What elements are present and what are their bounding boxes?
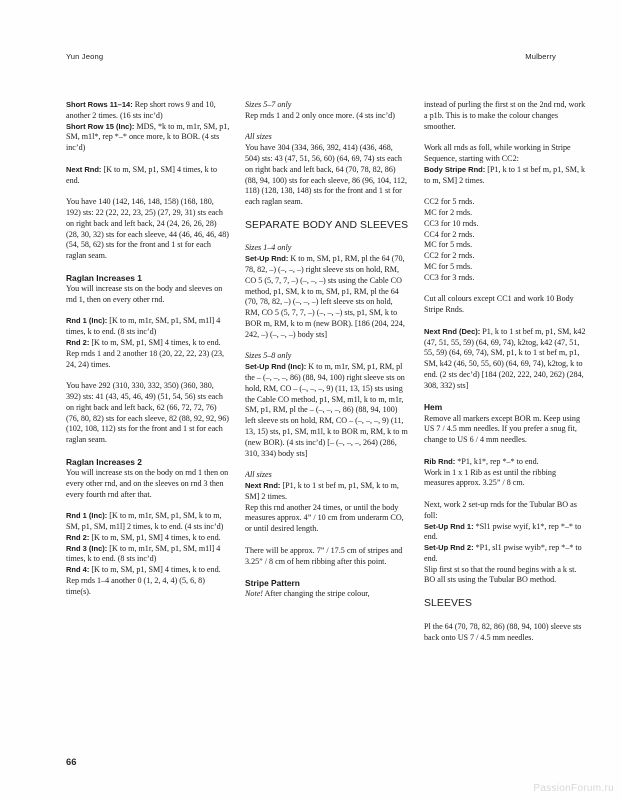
paragraph-spacer [424,489,586,500]
subsection-heading: Raglan Increases 1 [66,272,142,283]
paragraph-spacer [245,459,409,470]
paragraph-spacer [66,500,230,511]
instruction-label: Body Stripe Rnd: [424,164,486,174]
instruction-label: Next Rnd (Dec): [424,326,481,336]
instruction-paragraph: Set-Up Rnd (Inc): K to m, m1r, SM, p1, RM, pl the – (–, –, –, 86) (88, 94, 100) right sleeve sts on hold, RM, CO – (–, –, –, 9) (11, 13, 15) sts using the Cable CO method, p1, SM, m1l, k to m, m1r, SM, p1, RM, pl the – (–, –, –, 86) (88, 94, 100) left sleeve sts on hold, RM, CO – (–, –, –, 9) (11, 13, 15) sts, p1, SM, m1l, k to BOR m, RM, k to m (new BOR). (4 sts inc’d) [– (–, –, –, 264) (286, 310, 334) body sts] [245,362,408,458]
instruction-paragraph: Rnd 1 (Inc): [K to m, m1r, SM, p1, SM, k to m, SM, p1, SM, m1l] 2 times, k to end. (4 sts inc’d) [66,511,224,531]
size-qualifier-heading: All sizes [245,470,272,480]
instruction-paragraph: Next Rnd: [P1, k to 1 st bef m, p1, SM, k to m, SM] 2 times. [245,480,399,501]
subsection-heading: Hem [424,402,443,413]
body-paragraph: Rep rnds 1 and 2 only once more. (4 sts inc’d) [245,110,395,120]
paragraph-spacer [424,446,586,457]
paragraph-spacer [424,392,586,403]
paragraph-spacer [245,122,409,133]
size-qualifier-heading: Sizes 5–8 only [245,351,292,361]
body-paragraph: Work in 1 x 1 Rib as est until the ribbing measures approx. 3.25” / 8 cm. [424,467,556,488]
paragraph-spacer [66,154,230,165]
body-paragraph: Rep this rnd another 24 times, or until the body measures approx. 4” / 10 cm from underarm CO, or until desired length. [245,502,404,534]
note-prefix: Note! [245,589,263,599]
body-paragraph: MC for 2 rnds. [424,207,473,217]
body-paragraph: You will increase sts on the body on rnd 1 then on every other rnd, and on the sleeves on rnd 3 then every fourth rnd after that. [66,467,229,499]
body-paragraph: Note! After changing the stripe colour, [245,589,370,599]
instruction-paragraph: Rnd 1 (Inc): [K to m, m1r, SM, p1, SM, m1l] 4 times, k to end. (8 sts inc’d) [66,316,221,337]
body-paragraph: You have 292 (310, 330, 332, 350) (360, 380, 392) sts: 41 (43, 45, 46, 49) (51, 54, 56) sts each on right back and left back, 62 (66, 72, 72, 76) (76, 80, 82) sts for each sleeve, 82 (88, 92, 92, 96) (102, 108, 112) sts for the front and 1 st for each raglan seam. [66,381,229,445]
body-paragraph: CC3 for 10 rnds. [424,218,479,228]
instruction-paragraph: Set-Up Rnd 2: *P1, sl1 pwise wyib*, rep *–* to end. [424,543,582,563]
paragraph-spacer [424,132,586,143]
subsection-heading: Raglan Increases 2 [66,456,142,467]
instruction-label: Rnd 4: [66,565,90,575]
text-column-3 [424,100,586,740]
instruction-label: Rnd 1 (Inc): [66,316,108,326]
subsection-heading: Stripe Pattern [245,578,300,589]
body-paragraph: Next, work 2 set-up rnds for the Tubular BO as foll: [424,499,577,520]
instruction-label: Set-Up Rnd (Inc): [245,362,307,372]
paragraph-spacer [424,586,586,597]
body-paragraph: MC for 5 rnds. [424,240,473,250]
body-paragraph: MC for 5 rnds. [424,261,473,271]
body-paragraph: You have 140 (142, 146, 148, 158) (168, 180, 192) sts: 22 (22, 22, 23, 25) (27, 29, 31) sts each on right back and left back, 24 (24, 26, 26, 28) (28, 30, 32) sts for each sleeve, 44 (46, 46, 46, 48) (54, 58, 62) sts for the front and 1 st for each raglan seam. [66,197,229,261]
paragraph-spacer [424,611,586,622]
size-qualifier-heading: All sizes [245,132,272,142]
body-paragraph: Slip first st so that the round begins with a k st. BO all sts using the Tubular BO method. [424,564,577,585]
body-paragraph: Rep rnds 1–4 another 0 (1, 2, 4, 4) (5, 6, 8) time(s). [66,575,205,596]
instruction-paragraph: Set-Up Rnd 1: *Sl1 pwise wyif, k1*, rep *–* to end. [424,521,582,542]
body-paragraph: You have 304 (334, 366, 392, 414) (436, 468, 504) sts: 43 (47, 51, 56, 60) (64, 69, 74) sts each on right back and left back, 64 (70, 78, 82, 86) (88, 94, 100) sts for each sleeve, 86 (96, 104, 112, 118) (128, 138, 148) sts for the front and 1 st for each raglan seam. [245,143,407,207]
body-paragraph: Pl the 64 (70, 78, 82, 86) (88, 94, 100) sleeve sts back onto US 7 / 4.5 mm needles. [424,621,582,642]
body-paragraph: CC2 for 2 rnds. [424,251,475,261]
body-paragraph: CC4 for 2 rnds. [424,229,475,239]
size-qualifier-heading: Sizes 5–7 only [245,100,292,109]
body-paragraph: CC2 for 5 rnds. [424,197,475,207]
body-paragraph: Rep rnds 1 and 2 another 18 (20, 22, 22, 23) (23, 24, 24) times. [66,348,225,369]
running-head-title: Mulberry [525,52,556,61]
running-head [66,52,556,64]
paragraph-spacer [245,535,409,546]
instruction-label: Rnd 1 (Inc): [66,511,108,521]
instruction-label: Set-Up Rnd 2: [424,543,474,553]
instruction-paragraph: Next Rnd: [K to m, SM, p1, SM] 4 times, k to end. [66,164,217,185]
paragraph-spacer [66,262,230,273]
paragraph-spacer [424,316,586,327]
text-column-2 [245,100,409,740]
paragraph-spacer [245,208,409,219]
instruction-paragraph: Rnd 3 (Inc): [K to m, m1r, SM, p1, SM, m1l] 4 times, k to end. (8 sts inc’d) [66,543,221,564]
body-paragraph: Cut all colours except CC1 and work 10 Body Stripe Rnds. [424,294,574,315]
instruction-label: Set-Up Rnd: [245,254,289,264]
body-paragraph: instead of purling the first st on the 2nd rnd, work a p1b. This is to make the colour changes smoother. [424,100,586,131]
instruction-paragraph: Rnd 2: [K to m, SM, p1, SM] 4 times, k to end. [66,337,221,347]
instruction-label: Rib Rnd: [424,456,456,466]
instruction-paragraph: Rnd 4: [K to m, SM, p1, SM] 4 times, k to end. [66,565,221,575]
paragraph-spacer [245,233,409,244]
paragraph-spacer [424,186,586,197]
instruction-paragraph: Short Rows 11–14: Rep short rows 9 and 10, another 2 times. (16 sts inc’d) [66,100,216,120]
body-paragraph: Remove all markers except BOR m. Keep using US 7 / 4.5 mm needles. If you prefer a snug fit, change to US 6 / 4 mm needles. [424,413,580,445]
instruction-label: Next Rnd: [245,480,281,490]
paragraph-spacer [66,186,230,197]
instruction-label: Rnd 2: [66,337,90,347]
instruction-label: Rnd 2: [66,532,90,542]
size-qualifier-heading: Sizes 1–4 only [245,243,292,253]
paragraph-spacer [245,567,409,578]
paragraph-spacer [66,446,230,457]
instruction-paragraph: Short Row 15 (Inc): MDS, *k to m, m1r, SM, p1, SM, m1l*, rep *–* once more, k to BOR. (4 sts inc’d) [66,121,230,153]
section-heading: SLEEVES [424,598,473,610]
section-heading: SEPARATE BODY AND SLEEVES [245,219,409,231]
instruction-paragraph: Rnd 2: [K to m, SM, p1, SM] 4 times, k to end. [66,532,221,542]
body-paragraph: There will be approx. 7” / 17.5 cm of stripes and 3.25” / 8 cm of hem ribbing after this point. [245,545,403,566]
paragraph-spacer [66,306,230,317]
instruction-label: Next Rnd: [66,164,102,174]
instruction-label: Short Row 15 (Inc): [66,121,135,131]
paragraph-spacer [245,341,409,352]
column-layout [66,100,586,740]
page-number: 66 [66,756,77,767]
instruction-label: Short Rows 11–14: [66,100,133,109]
running-head-author: Yun Jeong [66,52,104,61]
body-paragraph: You will increase sts on the body and sleeves on rnd 1, then on every other rnd. [66,283,223,304]
paragraph-spacer [424,284,586,295]
paragraph-spacer [66,370,230,381]
instruction-paragraph: Rib Rnd: *P1, k1*, rep *–* to end. [424,456,539,466]
instruction-label: Set-Up Rnd 1: [424,521,474,531]
body-paragraph: CC3 for 3 rnds. [424,272,475,282]
instruction-paragraph: Set-Up Rnd: K to m, SM, p1, RM, pl the 64 (70, 78, 82, –) (–, –, –) right sleeve sts on hold, RM, CO 5 (5, 7, 7, –) (–, –, –) sts using the Cable CO method, p1, SM, k to m, SM, p1, RM, pl the 64 (70, 78, 82, –) (–, –, –) left sleeve sts on hold, RM, CO 5 (5, 7, 7, –) (–, –, –) sts, p1, SM, k to BOR m, RM, k to m (new BOR). [186 (204, 224, 242, –) (–, –, –) body sts] [245,254,405,339]
instruction-paragraph: Body Stripe Rnd: [P1, k to 1 st bef m, p1, SM, k to m, SM] 2 times. [424,164,586,185]
instruction-paragraph: Next Rnd (Dec): P1, k to 1 st bef m, p1, SM, k42 (47, 51, 55, 59) (64, 69, 74), k2tog, k42 (47, 51, 55, 59) (64, 69, 74), SM, p1, k to 1 st bef m, p1, SM, k42 (46, 50, 55, 60) (64, 69, 74), k2tog, k to end. (2 sts dec’d) [184 (202, 222, 240, 262) (284, 308, 332) sts] [424,326,586,390]
instruction-label: Rnd 3 (Inc): [66,543,108,553]
watermark: PassionForum.ru [533,783,614,794]
body-paragraph: Work all rnds as foll, while working in Stripe Sequence, starting with CC2: [424,143,571,163]
text-column-1 [66,100,230,740]
